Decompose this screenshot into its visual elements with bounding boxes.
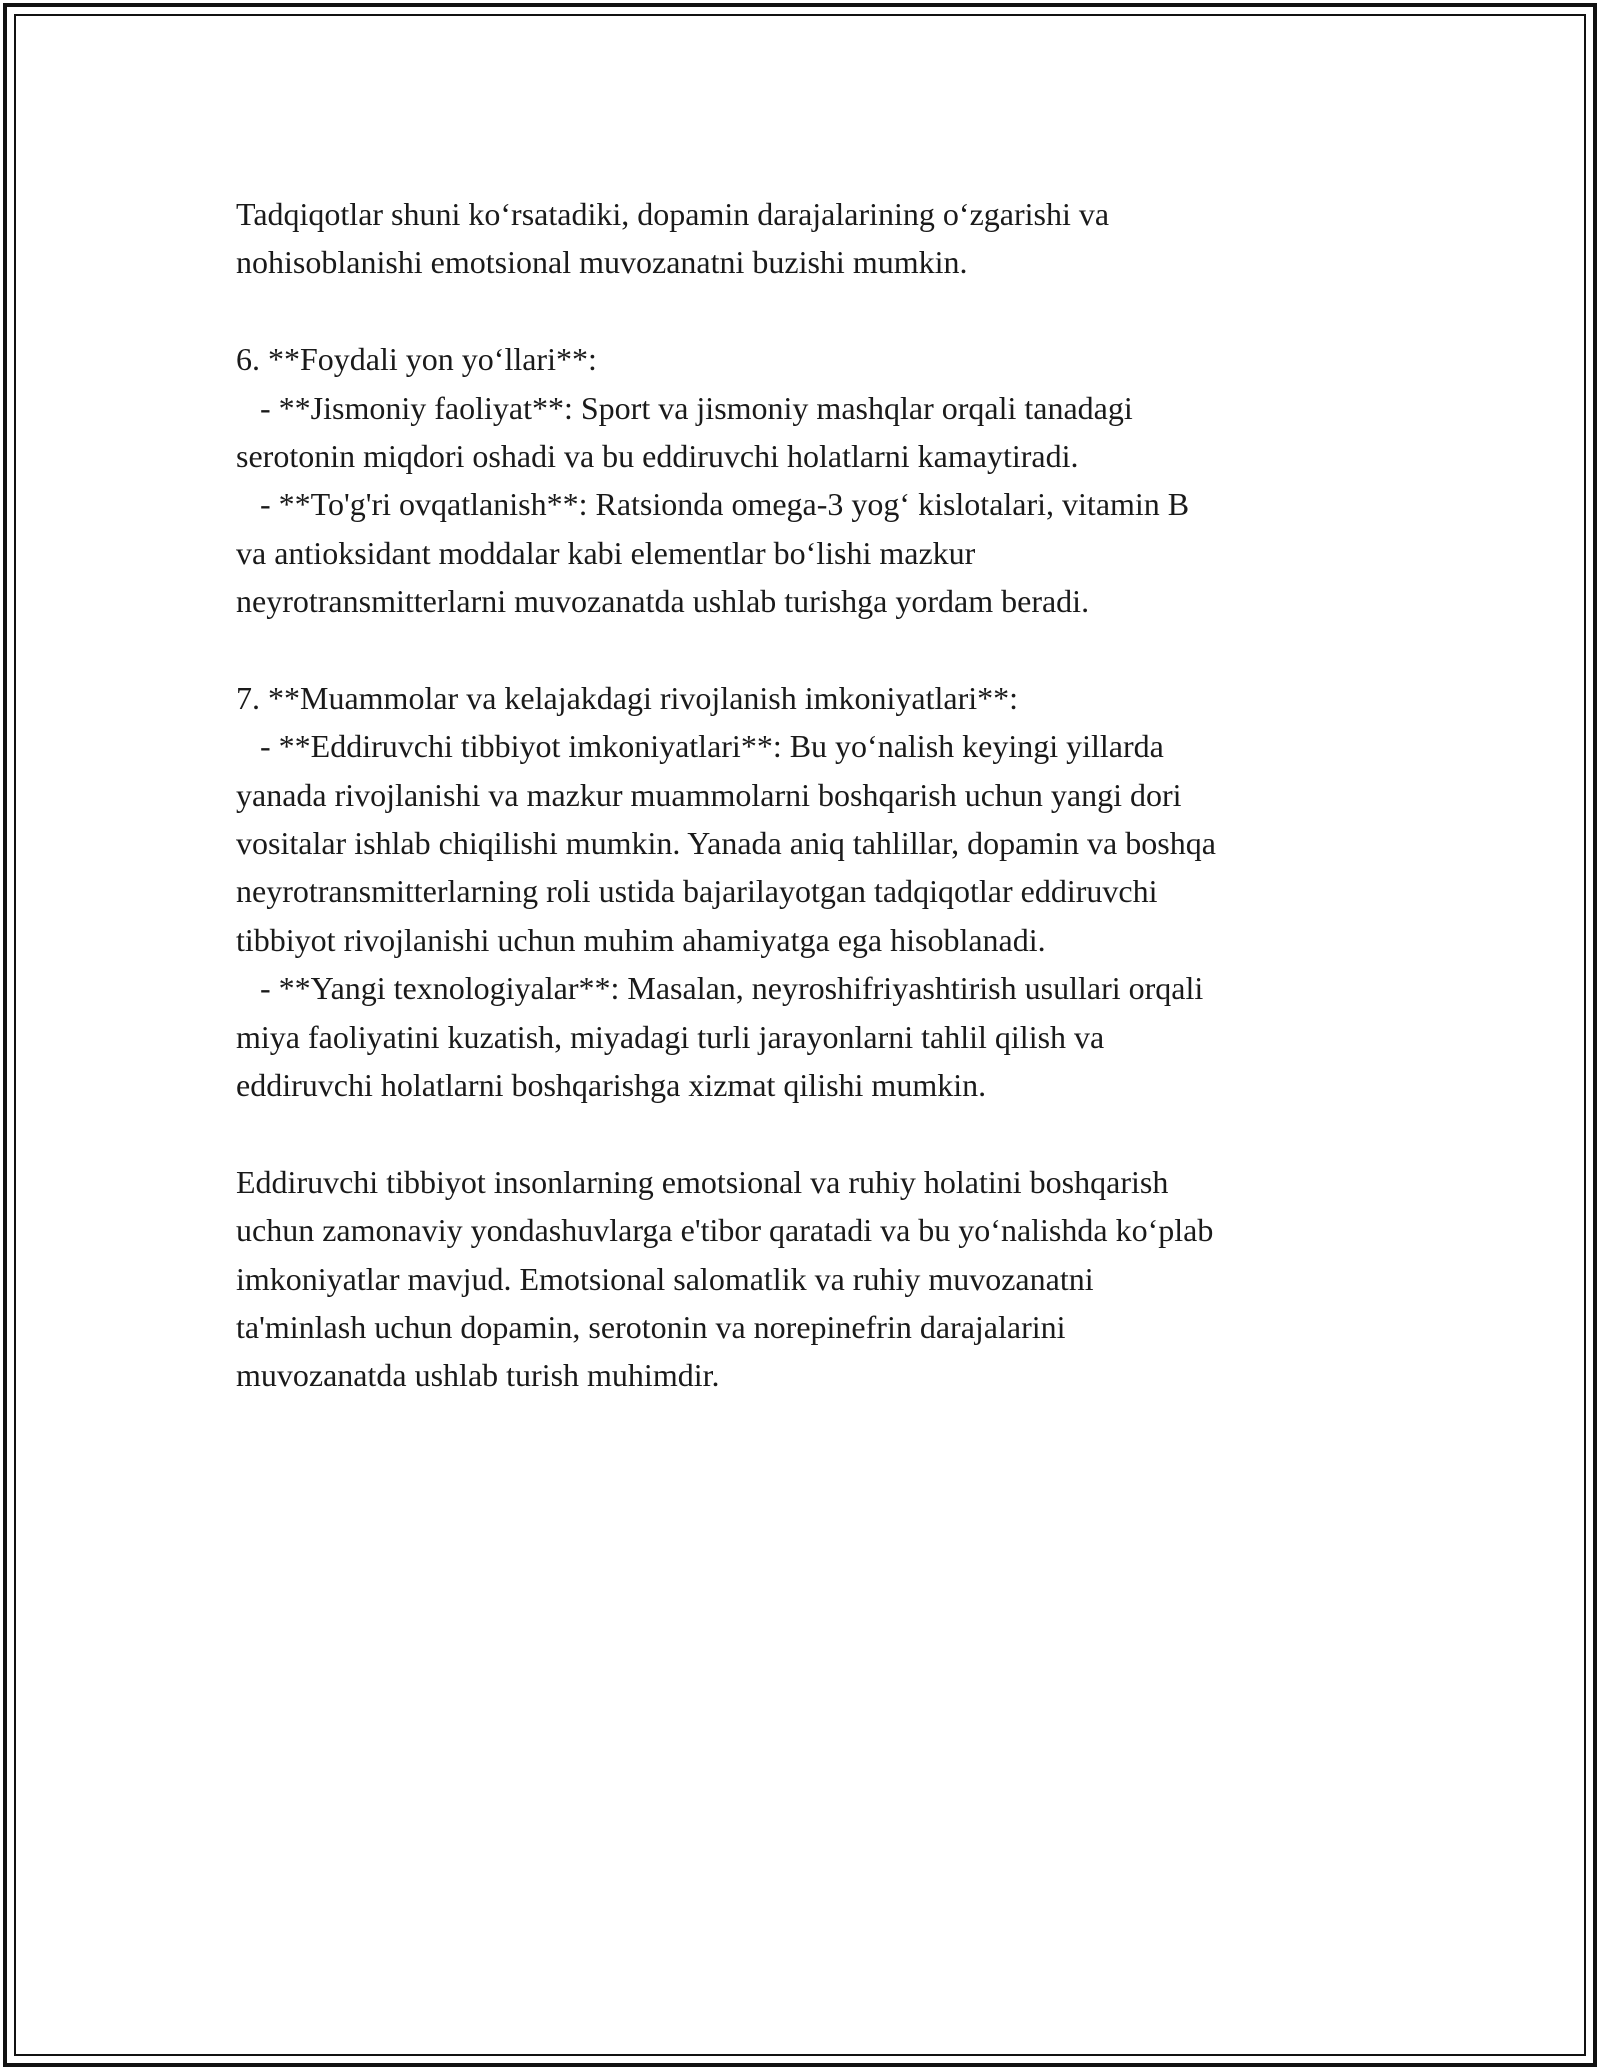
text-line: - **Yangi texnologiyalar**: Masalan, neyroshifriyashtirish usullari orqali bbox=[236, 970, 1204, 1007]
text-line: Tadqiqotlar shuni ko‘rsatadiki, dopamin darajalarining o‘zgarishi va bbox=[236, 196, 1110, 232]
text-line: neyrotransmitterlarni muvozanatda ushlab turishga yordam beradi. bbox=[236, 583, 1090, 620]
document-body bbox=[236, 190, 1386, 1400]
text-line: neyrotransmitterlarning roli ustida bajarilayotgan tadqiqotlar eddiruvchi bbox=[236, 873, 1158, 910]
section-6 bbox=[236, 335, 1386, 625]
text-line: - **To'g'ri ovqatlanish**: Ratsionda omega-3 yog‘ kislotalari, vitamin B bbox=[236, 486, 1190, 523]
text-line: Eddiruvchi tibbiyot insonlarning emotsional va ruhiy holatini boshqarish bbox=[236, 1163, 1169, 1200]
paragraph-gap bbox=[236, 1109, 1386, 1157]
text-line: serotonin miqdori oshadi va bu eddiruvchi holatlarni kamaytiradi. bbox=[236, 437, 1079, 474]
text-line: - **Eddiruvchi tibbiyot imkoniyatlari**: Bu yo‘nalish keyingi yillarda bbox=[236, 728, 1164, 765]
text-line: ta'minlash uchun dopamin, serotonin va norepinefrin darajalarini bbox=[236, 1308, 1066, 1345]
section-7-heading: 7. **Muammolar va kelajakdagi rivojlanish imkoniyatlari**: bbox=[236, 679, 1019, 716]
text-line: va antioksidant moddalar kabi elementlar bo‘lishi mazkur bbox=[236, 534, 976, 571]
text-line: muvozanatda ushlab turish muhimdir. bbox=[236, 1357, 720, 1394]
paragraph-intro bbox=[236, 190, 1386, 287]
text-line: imkoniyatlar mavjud. Emotsional salomatlik va ruhiy muvozanatni bbox=[236, 1260, 1094, 1297]
paragraph-conclusion bbox=[236, 1158, 1386, 1400]
text-line: nohisoblanishi emotsional muvozanatni buzishi mumkin. bbox=[236, 244, 968, 281]
text-line: vositalar ishlab chiqilishi mumkin. Yanada aniq tahlillar, dopamin va boshqa bbox=[236, 825, 1216, 862]
text-line: tibbiyot rivojlanishi uchun muhim ahamiyatga ega hisoblanadi. bbox=[236, 921, 1046, 958]
text-line: - **Jismoniy faoliyat**: Sport va jismoniy mashqlar orqali tanadagi bbox=[236, 389, 1133, 426]
paragraph-gap bbox=[236, 287, 1386, 335]
text-line: yanada rivojlanishi va mazkur muammolarni boshqarish uchun yangi dori bbox=[236, 776, 1182, 813]
paragraph-gap bbox=[236, 626, 1386, 674]
section-6-heading: 6. **Foydali yon yo‘llari**: bbox=[236, 341, 597, 378]
text-line: miya faoliyatini kuzatish, miyadagi turli jarayonlarni tahlil qilish va bbox=[236, 1018, 1105, 1055]
section-7 bbox=[236, 674, 1386, 1110]
text-line: uchun zamonaviy yondashuvlarga e'tibor qaratadi va bu yo‘nalishda ko‘plab bbox=[236, 1212, 1214, 1249]
text-line: eddiruvchi holatlarni boshqarishga xizmat qilishi mumkin. bbox=[236, 1067, 987, 1104]
